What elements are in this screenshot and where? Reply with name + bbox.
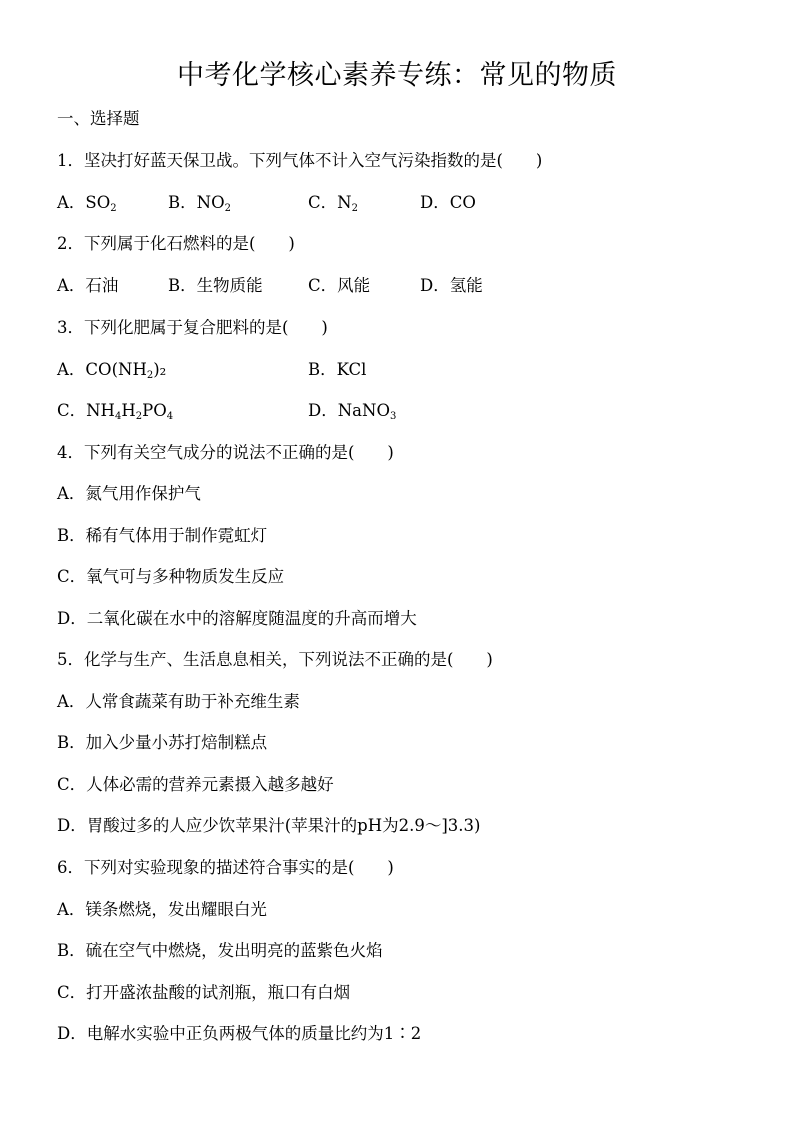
question-2-option-b: B．生物质能 [168,276,263,295]
question-1-option-a: A．$SO_2$ [57,193,117,214]
question-6-option-b: B．硫在空气中燃烧，发出明亮的蓝紫色火焰 [57,941,383,960]
question-6-stem: 6．下列对实验现象的描述符合事实的是( ) [57,858,394,877]
question-6-option-a: A．镁条燃烧，发出耀眼白光 [57,900,267,919]
question-2-option-d: D．氢能 [420,276,483,295]
question-3-options-row-1 [57,358,757,382]
question-5-option-b: B．加入少量小苏打焙制糕点 [57,733,268,752]
question-1-stem: 1．坚决打好蓝天保卫战。下列气体不计入空气污染指数的是( ) [57,151,543,170]
question-1-option-c: C．$N_2$ [308,193,358,214]
question-4-option-b: B．稀有气体用于制作霓虹灯 [57,526,268,545]
question-6-option-d: D．电解水实验中正负两极气体的质量比约为1∶2 [57,1024,422,1043]
question-3-option-c: C．$NH_4H_2PO_4$ [57,401,174,422]
question-4-option-a: A．氮气用作保护气 [57,484,201,503]
question-1-options [57,191,757,215]
page-title: 中考化学核心素养专练：常见的物质 [177,60,617,91]
question-3-stem: 3．下列化肥属于复合肥料的是( ) [57,318,328,337]
question-1-option-b: B．$NO_2$ [168,193,231,214]
question-5-option-d: D．胃酸过多的人应少饮苹果汁(苹果汁的pH为2.9～]3.3) [57,816,481,835]
question-5-option-c: C．人体必需的营养元素摄入越多越好 [57,775,334,794]
question-2-stem: 2．下列属于化石燃料的是( ) [57,234,295,253]
question-2-option-c: C．风能 [308,276,371,295]
question-1-option-d: D．CO [420,193,476,212]
question-3-option-a: A．$CO(NH_2)_2$ [57,360,167,381]
question-6-option-c: C．打开盛浓盐酸的试剂瓶，瓶口有白烟 [57,983,351,1002]
question-2-option-a: A．石油 [57,276,119,295]
question-3-options-row-2 [57,399,757,423]
question-5-option-a: A．人常食蔬菜有助于补充维生素 [57,692,300,711]
question-5-stem: 5．化学与生产、生活息息相关，下列说法不正确的是( ) [57,650,493,669]
question-2-options [57,274,757,298]
section-heading: 一、选择题 [57,109,140,128]
question-3-option-d: D．NaNO$_3$ [308,401,397,422]
question-4-option-c: C．氧气可与多种物质发生反应 [57,567,285,586]
question-4-stem: 4．下列有关空气成分的说法不正确的是( ) [57,443,394,462]
question-4-option-d: D．二氧化碳在水中的溶解度随温度的升高而增大 [57,609,417,628]
question-3-option-b: B．KCl [308,360,367,379]
